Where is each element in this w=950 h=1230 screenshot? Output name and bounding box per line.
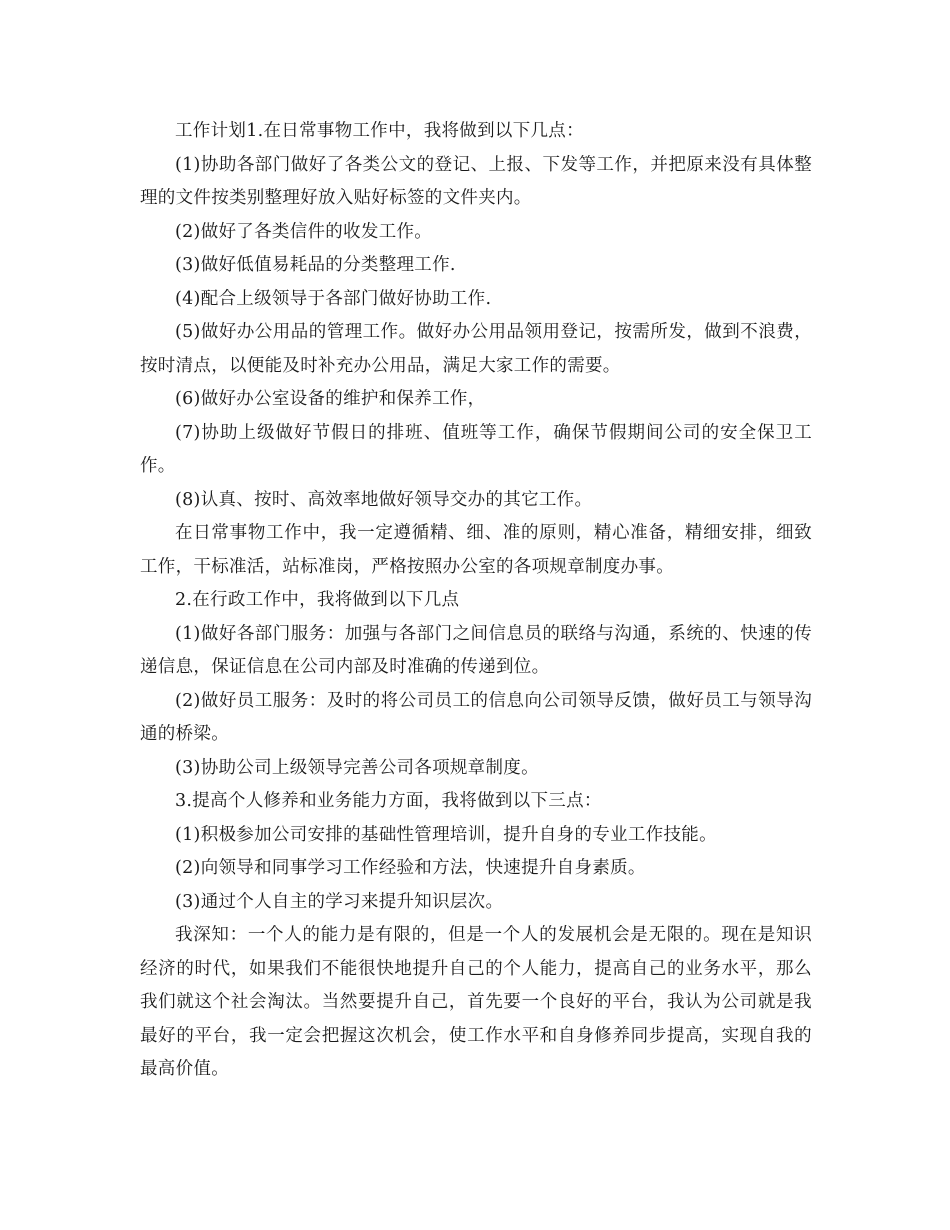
- paragraph-growth-heading: 3.提高个人修养和业务能力方面，我将做到以下三点：: [175, 791, 602, 811]
- paragraph-daily-item-3: (3)做好低值易耗品的分类整理工作.: [175, 255, 456, 275]
- paragraph-admin-item-3: (3)协助公司上级领导完善公司各项规章制度。: [175, 757, 539, 778]
- paragraph-daily-item-1: (1)协助各部门做好了各类公文的登记、上报、下发等工作，并把原来没有具体整理的文件按类别整理好放入贴好标签的文件夹内。: [140, 154, 812, 208]
- document-page: [140, 115, 812, 1087]
- paragraph-growth-item-3: (3)通过个人自主的学习来提升知识层次。: [175, 891, 504, 912]
- paragraph-daily-item-2: (2)做好了各类信件的收发工作。: [175, 221, 433, 242]
- paragraph-daily-item-7: (7)协助上级做好节假日的排班、值班等工作，确保节假期间公司的安全保卫工作。: [140, 422, 812, 476]
- paragraph-plan-title: 工作计划1.在日常事物工作中，我将做到以下几点：: [175, 121, 584, 141]
- paragraph-growth-item-2: (2)向领导和同事学习工作经验和方法，快速提升自身素质。: [175, 858, 646, 878]
- paragraph-daily-item-5: (5)做好办公用品的管理工作。做好办公用品领用登记，按需所发，做到不浪费，按时清点，以便能及时补充办公用品，满足大家工作的需要。: [140, 322, 812, 376]
- paragraph-daily-item-6: (6)做好办公室设备的维护和保养工作，: [175, 389, 486, 409]
- paragraph-growth-item-1: (1)积极参加公司安排的基础性管理培训，提升自身的专业工作技能。: [175, 824, 717, 845]
- paragraph-daily-summary: 在日常事物工作中，我一定遵循精、细、准的原则，精心准备，精细安排，细致工作，干标准活，站标准岗，严格按照办公室的各项规章制度办事。: [140, 523, 812, 577]
- paragraph-conclusion: 我深知：一个人的能力是有限的，但是一个人的发展机会是无限的。现在是知识经济的时代，如果我们不能很快地提升自己的个人能力，提高自己的业务水平，那么我们就这个社会淘汰。当然要提升自己，首先要一个良好的平台，我认为公司就是我最好的平台，我一定会把握这次机会，使工作水平和自身修养同步提高，实现自我的最高价值。: [140, 925, 812, 1079]
- paragraph-admin-heading: 2.在行政工作中，我将做到以下几点: [175, 590, 460, 610]
- paragraph-admin-item-1: (1)做好各部门服务：加强与各部门之间信息员的联络与沟通，系统的、快速的传递信息，保证信息在公司内部及时准确的传递到位。: [140, 623, 812, 677]
- paragraph-daily-item-8: (8)认真、按时、高效率地做好领导交办的其它工作。: [175, 489, 593, 510]
- paragraph-admin-item-2: (2)做好员工服务：及时的将公司员工的信息向公司领导反馈，做好员工与领导沟通的桥梁。: [140, 690, 812, 744]
- paragraph-daily-item-4: (4)配合上级领导于各部门做好协助工作.: [175, 288, 492, 309]
